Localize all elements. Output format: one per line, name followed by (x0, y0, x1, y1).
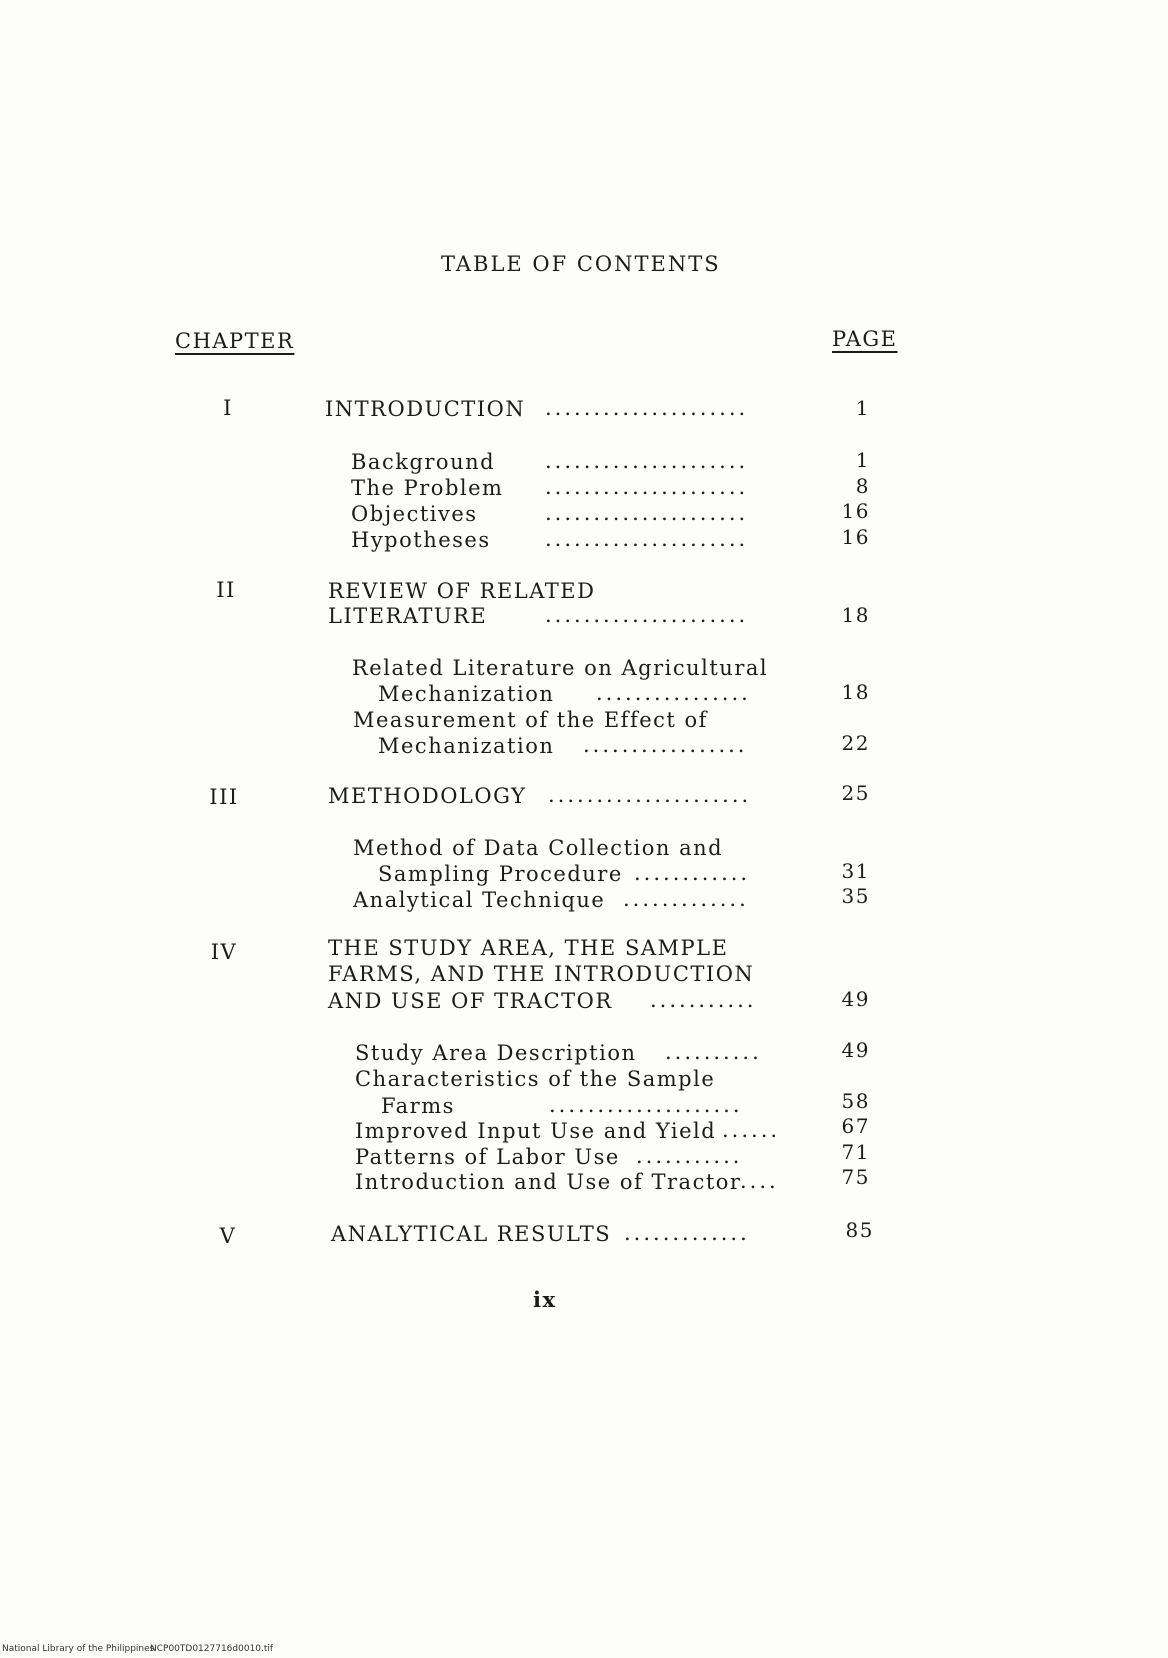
leader-dots: ..................... (548, 783, 752, 807)
chapter-number: I (223, 396, 233, 420)
leader-dots: .... (740, 1169, 779, 1193)
chapter-title-line: AND USE OF TRACTOR (328, 989, 613, 1013)
section-title: Analytical Technique (353, 888, 606, 912)
section-title: Study Area Description (355, 1041, 637, 1065)
chapter-number: II (216, 578, 236, 602)
section-title: The Problem (351, 476, 504, 500)
section-title: Improved Input Use and Yield (355, 1119, 717, 1143)
leader-dots: ..................... (545, 475, 749, 499)
chapter-page: 25 (841, 781, 870, 805)
section-page: 67 (841, 1114, 870, 1138)
leader-dots: ........... (650, 988, 757, 1012)
chapter-title-line: REVIEW OF RELATED (328, 579, 596, 603)
leader-dots: ............ (634, 861, 751, 885)
leader-dots: ........... (636, 1144, 743, 1168)
section-page: 58 (841, 1089, 870, 1113)
section-title-line: Measurement of the Effect of (353, 708, 708, 732)
scan-footer-library: National Library of the Philippines (2, 1644, 155, 1654)
chapter-page: 1 (855, 396, 870, 420)
chapter-page: 18 (841, 603, 870, 627)
section-title: Introduction and Use of Tractor (355, 1170, 742, 1194)
chapter-title-line: LITERATURE (328, 604, 488, 628)
chapter-column-header: CHAPTER (175, 329, 295, 353)
leader-dots: ..................... (545, 501, 749, 525)
chapter-title: ANALYTICAL RESULTS (331, 1222, 612, 1246)
chapter-number: IV (210, 940, 238, 964)
page-column-header: PAGE (832, 327, 898, 351)
leader-dots: ..................... (545, 603, 749, 627)
section-title: Background (351, 450, 496, 474)
chapter-title: METHODOLOGY (328, 784, 527, 808)
section-page: 71 (841, 1140, 870, 1164)
section-title-line: Farms (381, 1094, 455, 1118)
leader-dots: ..................... (545, 396, 749, 420)
section-page: 1 (855, 448, 870, 472)
section-title-line: Characteristics of the Sample (355, 1067, 716, 1091)
section-title-line: Mechanization (378, 734, 555, 758)
page-title: TABLE OF CONTENTS (441, 252, 721, 276)
section-page: 16 (841, 499, 870, 523)
leader-dots: ................. (583, 733, 748, 757)
leader-dots: ................ (596, 681, 751, 705)
leader-dots: .......... (665, 1040, 762, 1064)
chapter-title: INTRODUCTION (325, 397, 526, 421)
section-page: 35 (841, 884, 870, 908)
leader-dots: .................... (549, 1093, 743, 1117)
leader-dots: ............. (624, 1221, 750, 1245)
section-title-line: Sampling Procedure (378, 862, 623, 886)
chapter-page: 85 (845, 1218, 874, 1242)
section-page: 31 (841, 859, 870, 883)
section-page: 49 (841, 1038, 870, 1062)
chapter-number: III (209, 785, 239, 809)
leader-dots: ..................... (545, 527, 749, 551)
chapter-number: V (219, 1224, 237, 1248)
leader-dots: ..................... (545, 449, 749, 473)
section-title-line: Mechanization (378, 682, 555, 706)
section-page: 22 (841, 731, 870, 755)
section-page: 75 (841, 1165, 870, 1189)
section-page: 18 (841, 680, 870, 704)
section-title: Hypotheses (351, 528, 491, 552)
section-title: Objectives (351, 502, 478, 526)
leader-dots: ...... (722, 1118, 781, 1142)
chapter-title-line: THE STUDY AREA, THE SAMPLE (328, 936, 729, 960)
leader-dots: ............. (623, 887, 749, 911)
section-title-line: Related Literature on Agricultural (352, 656, 769, 680)
section-title-line: Method of Data Collection and (353, 836, 724, 860)
page-number: ix (533, 1287, 557, 1312)
chapter-title-line: FARMS, AND THE INTRODUCTION (328, 962, 755, 986)
scan-footer-file: NCP00TD0127716d0010.tif (150, 1644, 274, 1654)
section-page: 16 (841, 525, 870, 549)
chapter-page: 49 (841, 987, 870, 1011)
section-page: 8 (855, 474, 870, 498)
section-title: Patterns of Labor Use (355, 1145, 620, 1169)
